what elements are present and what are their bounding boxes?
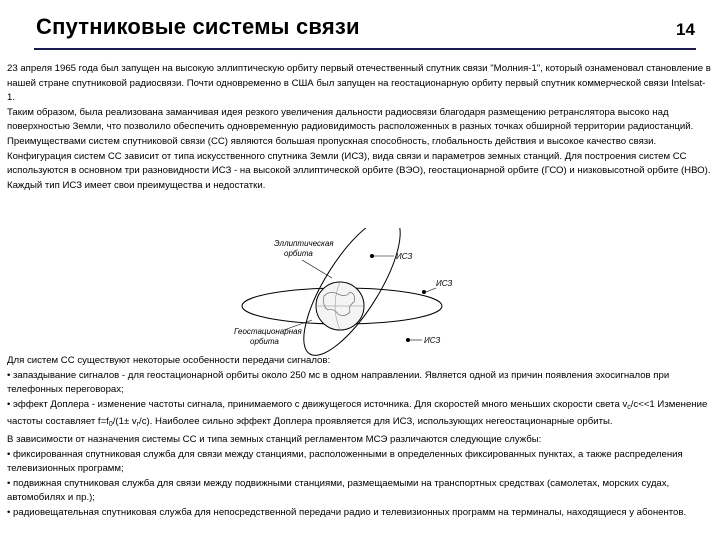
features-intro: Для систем СС существуют некоторые особенности передачи сигналов:	[7, 355, 331, 366]
satellite-right-label: ИСЗ	[436, 279, 453, 288]
geo-orbit-label-2: орбита	[250, 337, 279, 346]
page-number: 14	[676, 20, 695, 39]
satellite-bottom-label: ИСЗ	[424, 336, 441, 345]
bullet-delay: • запаздывание сигналов - для геостационарной орбиты около 250 мс в одном направлении. Является одной из причин появления эхосигналов при телефонных переговорах;	[7, 369, 670, 396]
satellite-top-dot	[370, 254, 374, 258]
bullet-doppler	[7, 398, 713, 433]
orbit-diagram-svg	[224, 228, 456, 356]
paragraph-advantages: Преимуществами систем спутниковой связи (СС) являются большая пропускная способность, глобальность действия и высокое качество связи.	[7, 135, 657, 147]
slide-title: Спутниковые системы связи	[36, 14, 360, 39]
doppler-part-b: /c<<1 Изменение частоты составляет f=f	[7, 398, 708, 428]
doppler-part-d: /c). Наиболее сильно эффект Доплера проявляется для ИСЗ, использующих негеостационарные орбиты.	[139, 416, 613, 428]
satellite-right-leader	[426, 288, 436, 292]
services-intro: В зависимости от назначения системы СС и типа земных станций регламентом МСЭ различаются следующие службы:	[7, 433, 542, 445]
paragraph-configuration: Конфигурация систем СС зависит от типа искусственного спутника Земли (ИСЗ), вида связи и параметров земных станций. Для построения систем СС используются в основном три разновидности ИСЗ - на высокой эллиптической орбите (ВЭО), геостационарной орбите (ГСО) и низковысотной орбите (НВО). Каждый тип ИСЗ имеет свои преимущества и недостатки.	[7, 150, 711, 191]
satellite-right-dot	[422, 290, 426, 294]
bullet-broadcast-service: • радиовещательная спутниковая служба для непосредственной передачи радио и телевизионных программ на терминалы, находящиеся у абонентов.	[7, 506, 687, 518]
intro-text	[7, 62, 713, 193]
elliptic-label-leader	[302, 260, 332, 278]
doppler-sub-r: r	[136, 421, 140, 429]
doppler-sub-c: c	[627, 403, 631, 411]
geo-orbit-label: Геостационарная	[234, 327, 302, 336]
paragraph-history: 23 апреля 1965 года был запущен на высокую эллиптическую орбиту первый отечественный спутник связи "Молния-1", который ознаменовал становление в нашей стране спутниковой радиосвязи. Почти одновременно в США был запущен на геостационарную орбиту первый спутник коммерческой связи Intelsat-1.	[7, 63, 711, 104]
satellite-top-label: ИСЗ	[396, 252, 413, 261]
signal-features-text	[7, 354, 713, 521]
bullet-mobile-service: • подвижная спутниковая служба для связи между подвижными станциями, размещаемыми на транспортных средствах (самолетах, морских судах, автомобилях и пр.);	[7, 477, 670, 504]
doppler-sub-0: 0	[108, 421, 113, 429]
doppler-part-c: /(1± v	[112, 416, 137, 428]
bullet-fixed-service: • фиксированная спутниковая служба для связи между станциями, расположенными в определенных фиксированных пунктах, а также распределения телевизионных программ;	[7, 448, 683, 475]
doppler-part-a: • эффект Доплера - изменение частоты сигнала, принимаемого с движущегося источника. Для скоростей много меньших скорости света v	[7, 398, 628, 410]
title-underline	[34, 48, 696, 50]
satellite-bottom-dot	[406, 338, 410, 342]
orbit-diagram	[224, 228, 456, 356]
elliptic-orbit-label: Эллиптическая	[274, 239, 334, 248]
paragraph-idea: Таким образом, была реализована заманчивая идея резкого увеличения дальности радиосвязи благодаря размещению ретранслятора высоко над поверхностью Земли, что позволило обеспечить одновременную радиовидимость расположенных в разных точках обширной территории радиостанций.	[7, 106, 694, 133]
elliptic-orbit-label-2: орбита	[284, 249, 313, 258]
